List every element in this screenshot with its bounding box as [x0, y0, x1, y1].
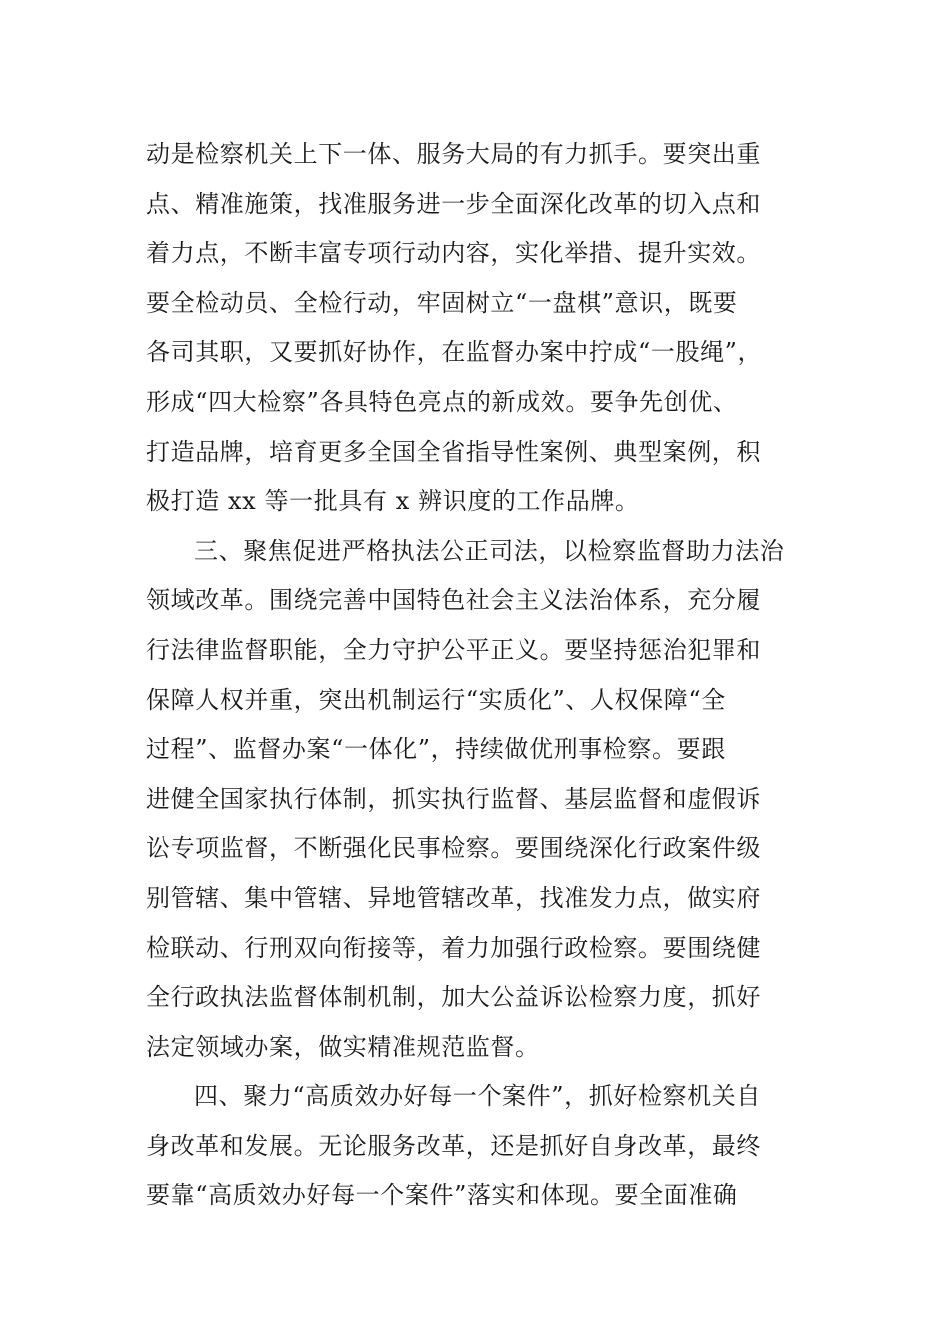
text-line-12: 保障人权并重，突出机制运行“实质化”、人权保障“全 — [146, 685, 726, 714]
text-line-4: 要全检动员、全检行动，牢固树立“一盘棋”意识，既要 — [146, 288, 738, 317]
text-line-6: 形成“四大检察”各具特色亮点的新成效。要争先创优、 — [146, 387, 738, 416]
text-line-3: 着力点，不断丰富专项行动内容，实化举措、提升实效。 — [146, 239, 761, 268]
text-line-7: 打造品牌，培育更多全国全省指导性案例、典型案例，积 — [146, 437, 761, 466]
text-line-13: 过程”、监督办案“一体化”，持续做优刑事检察。要跟 — [146, 735, 726, 764]
section-three-heading-line: 三、聚焦促进严格执法公正司法，以检察监督助力法治 — [194, 536, 785, 565]
section-four-heading-line: 四、聚力“高质效办好每一个案件”，抓好检察机关自 — [194, 1082, 761, 1111]
document-body — [146, 130, 806, 1221]
text-line-2: 点、精准施策，找准服务进一步全面深化改革的切入点和 — [146, 189, 761, 218]
text-line-14: 进健全国家执行体制，抓实执行监督、基层监督和虚假诉 — [146, 784, 761, 813]
text-line-19: 法定领域办案，做实精准规范监督。 — [146, 1032, 540, 1061]
text-line-18: 全行政执法监督体制机制，加大公益诉讼检察力度，抓好 — [146, 983, 761, 1012]
text-line-17: 检联动、行刑双向衔接等，着力加强行政检察。要围绕健 — [146, 933, 761, 962]
text-line-1: 动是检察机关上下一体、服务大局的有力抓手。要突出重 — [146, 140, 761, 168]
text-line-10: 领域改革。围绕完善中国特色社会主义法治体系，充分履 — [146, 586, 761, 615]
text-line-15: 讼专项监督，不断强化民事检察。要围绕深化行政案件级 — [146, 834, 761, 863]
text-line-16: 别管辖、集中管辖、异地管辖改革，找准发力点，做实府 — [146, 883, 761, 912]
text-line-21: 身改革和发展。无论服务改革，还是抓好自身改革，最终 — [146, 1131, 761, 1160]
text-line-11: 行法律监督职能，全力守护公平正义。要坚持惩治犯罪和 — [146, 635, 761, 664]
text-line-22: 要靠“高质效办好每一个案件”落实和体现。要全面准确 — [146, 1181, 738, 1210]
text-line-8: 极打造 xx 等一批具有 x 辨识度的工作品牌。 — [146, 487, 640, 516]
text-line-5: 各司其职，又要抓好协作，在监督办案中拧成“一股绳”， — [146, 338, 763, 367]
